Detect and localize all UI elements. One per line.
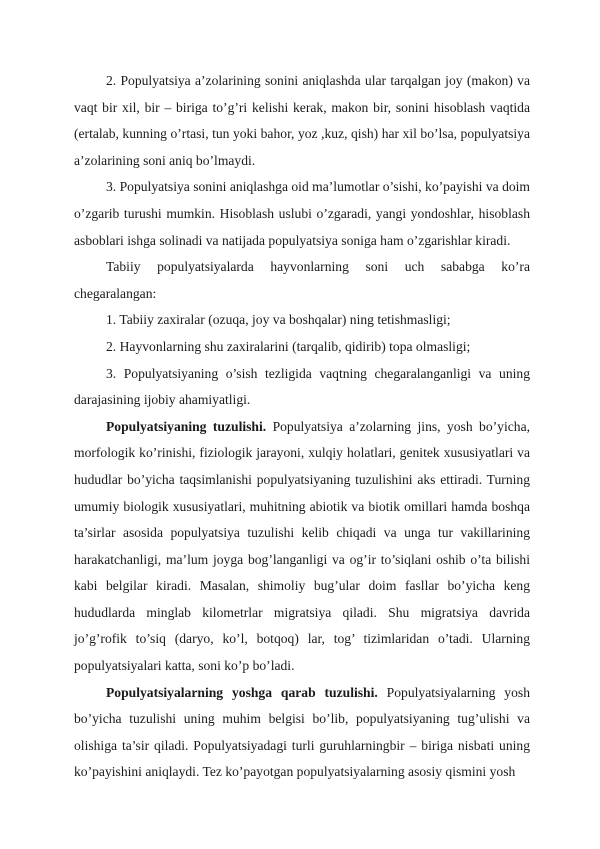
section-body-age-structure: Populyatsiyalarning yosh bo’yicha tuzulishi uning muhim belgisi bo’lib, populyatsiyaning tug’ulishi va olishiga ta’sir qiladi. Populyatsiyadagi turli guruhlarningbir – biriga nisbati uning ko’payishini aniqlaydi. Tez ko’payotgan populyatsiyalarning asosiy qismini yosh [74,684,530,780]
paragraph-3-text: Tabiiy populyatsiyalarda hayvonlarning soni uch sababga ko’ra chegaralangan: [74,259,530,301]
list-item-2 [74,334,530,361]
list-item-3 [74,361,530,414]
list-item-1 [74,307,530,334]
document-page [74,68,530,786]
list-item-1-text: 1. Tabiiy zaxiralar (ozuqa, joy va boshqalar) ning tetishmasligi; [106,312,451,328]
section-heading-population-structure: Populyatsiyaning tuzulishi. [106,418,267,434]
paragraph-2-text: 3. Populyatsiya sonini aniqlashga oid ma’lumotlar o’sishi, ko’payishi va doim o’zgarib turushi mumkin. Hisoblash uslubi o’zgaradi, yangi yondoshlar, hisoblash asboblari ishga solinadi va natijada populyatsiya soniga ham o’zgarishlar kiradi. [74,179,531,248]
list-item-3-text: 3. Populyatsiyaning o’sish tezligida vaqtning chegaralanganligi va uning darajasining ijobiy ahamiyatligi. [74,365,530,408]
paragraph-1 [74,68,530,174]
section-body-population-structure: Populyatsiya a’zolarning jins, yosh bo’yicha, morfologik ko’rinishi, fiziologik jarayoni, xulqiy holatlari, genitek xususiyatlari va hududlar bo’yicha taqsimlanishi populyatsiyaning tuzulishini aks ettiradi. Turning umumiy biologik xususiyatlari, muhitning abiotik va biotik omillari hamda boshqa ta’sirlar asosida populyatsiya tuzulishi kelib chiqadi va unga tur vakillarining harakatchanligi, ma’lum joyga bog’langanligi va og’ir to’siqlani oshib o’ta bilishi kabi belgilar kiradi. Masalan, shimoliy bug’ular doim fasllar bo’yicha keng hududlarda minglab kilometrlar migratsiya qiladi. Shu migratsiya davrida jo’g’rofik to’siq (daryo, ko’l, botqoq) lar, tog’ tizimlaridan o’tadi. Ularning populyatsiyalari katta, soni ko’p bo’ladi. [74,418,531,674]
paragraph-2 [74,174,530,254]
paragraph-3 [74,254,530,307]
list-item-2-text: 2. Hayvonlarning shu zaxiralarini (tarqalib, qidirib) topa olmasligi; [106,338,471,354]
paragraph-1-text: 2. Populyatsiya a’zolarining sonini aniqlashda ular tarqalgan joy (makon) va vaqt bir xil, bir – biriga to’g’ri kelishi kerak, makon bir, sonini hisoblash vaqtida (ertalab, kunning o’rtasi, tun yoki bahor, yoz ,kuz, qish) har xil bo’lsa, populyatsiya a’zolarining soni aniq bo’lmaydi. [74,73,530,168]
section-age-structure [74,680,530,786]
section-heading-age-structure: Populyatsiyalarning yoshga qarab tuzulishi. [106,684,378,700]
section-population-structure [74,414,530,680]
